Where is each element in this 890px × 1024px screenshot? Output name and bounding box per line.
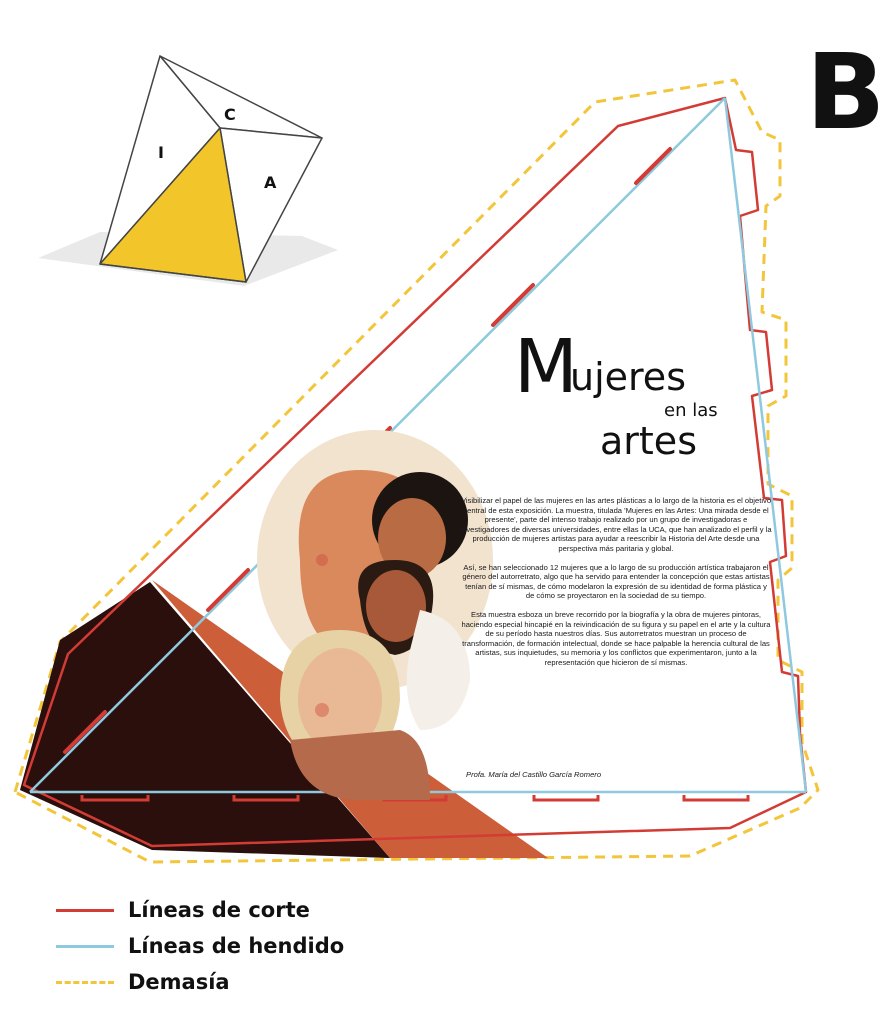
description-paragraph: Esta muestra esboza un breve recorrido por la biografía y la obra de mujeres pintoras, haciendo especial hincapié en la reivindicación de su figura y su papel en el arte y la cultura de su período hasta nuestros días. Sus autorretratos muestran un proceso de transformación, de formación intelectual, donde se hace palpable la herencia cultural de las artistas, sus inquietudes, su memoria y los conflictos que experimentaron, junto a la representación que hicieron de sí mismas.	[461, 609, 771, 667]
section-letter: B	[806, 31, 884, 153]
legend-label-cut: Líneas de corte	[128, 898, 310, 922]
title-first-letter: M	[514, 324, 578, 410]
legend-item-cut	[56, 892, 456, 928]
portraits-illustration	[257, 430, 493, 800]
legend-item-fold	[56, 928, 456, 964]
title-last-word: artes	[600, 419, 697, 463]
description-paragraph: Visibilizar el papel de las mujeres en las artes plásticas a lo largo de la historia es el objetivo central de esta exposición. La muestra, titulada 'Mujeres en las Artes: Una mirada desde el presente', parte del intenso trabajo realizado por un grupo de investigadoras e investigadores de diversas universidades, entre ellas la UCA, que han analizado el perfil y la producción de mujeres artistas para ayudar a reescribir la Historia del Arte desde una perspectiva más paritaria y global.	[460, 496, 772, 553]
legend-item-bleed	[56, 964, 456, 1000]
legend-swatch-cut	[56, 909, 114, 912]
description-paragraph: Así, se han seleccionado 12 mujeres que a lo largo de su producción artística trabajaron el género del autorretrato, algo que ha servido para entender la concepción que estas artistas tenían de sí mismas, de cómo modelaron la expresión de su identidad de forma plástica y de cómo se proyectaron en la sociedad de su tiempo.	[462, 562, 770, 601]
legend-label-fold: Líneas de hendido	[128, 934, 345, 958]
legend-label-bleed: Demasía	[128, 970, 230, 994]
pyramid-preview	[38, 56, 338, 286]
title-rest-first-word: ujeres	[570, 355, 686, 399]
author-signature: Profa. María del Castillo García Romero	[466, 770, 602, 779]
pyramid-label-right: A	[264, 173, 277, 192]
legend-swatch-bleed	[56, 981, 114, 984]
exhibition-title	[500, 324, 740, 463]
exhibition-description	[460, 496, 772, 677]
title-middle: en las	[664, 400, 718, 421]
legend-swatch-fold	[56, 945, 114, 948]
line-legend	[56, 892, 456, 1000]
pyramid-label-top: C	[224, 105, 236, 124]
pyramid-label-left: I	[158, 143, 164, 162]
